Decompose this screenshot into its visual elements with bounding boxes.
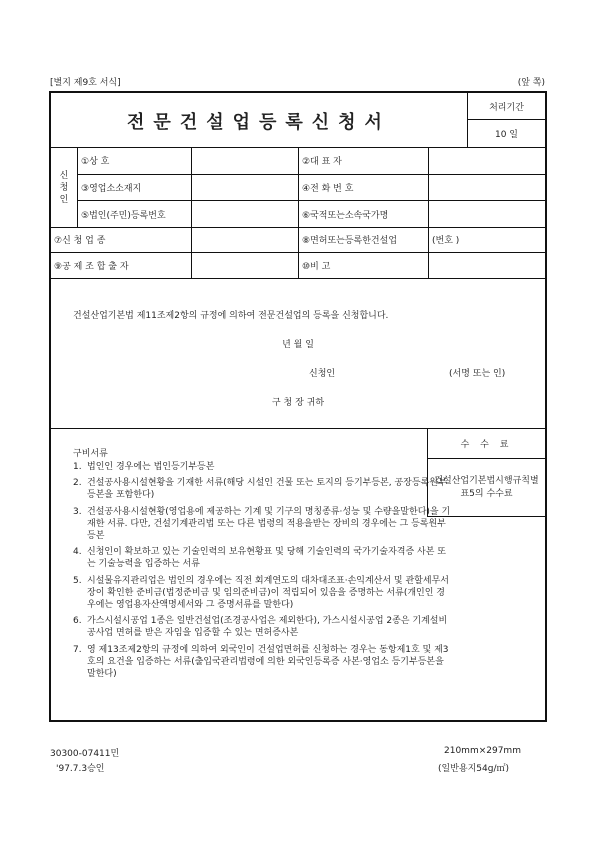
applicant-section <box>51 148 545 228</box>
addressee: 구 청 장 귀하 <box>271 398 325 408</box>
document-item <box>73 461 453 473</box>
form-title: 전문건설업등록신청서 <box>127 111 391 133</box>
document-item-text: 시설물유지관리업은 법인의 경우에는 직전 회계연도의 대차대조표·손익계산서 및 관할세무서장이 확인한 준비금(법정준비금 및 임의준비금)이 적립되어 있음을 증명하는 서류(개인인 경우에는 영업용자산액명세서와 그 증명서류를 말한다) <box>87 575 449 611</box>
field-business-type[interactable] <box>192 228 299 252</box>
row-business-type <box>51 228 545 253</box>
processing-period-value: 10 일 <box>494 130 518 140</box>
document-item <box>73 615 453 639</box>
field-office-address[interactable] <box>192 175 299 201</box>
label-representative: ②대 표 자 <box>299 148 429 174</box>
applicant-label: 신청인 <box>51 148 78 228</box>
application-form <box>49 91 547 722</box>
row-trade-name <box>78 148 545 175</box>
row-mutual-aid <box>51 253 545 280</box>
label-business-type: ⑦신 청 업 종 <box>51 228 192 252</box>
fee-box <box>427 429 545 517</box>
approval-date: '97.7.3승인 <box>56 764 105 774</box>
field-license-number[interactable]: (번호 ) <box>432 236 460 247</box>
document-item-number: 4. <box>73 547 82 558</box>
field-phone[interactable] <box>429 175 545 201</box>
field-mutual-aid[interactable] <box>192 253 299 279</box>
applicant-sign-label: 신청인 <box>309 369 336 379</box>
required-documents-section <box>51 429 545 720</box>
document-item-number: 3. <box>73 506 82 517</box>
label-trade-name: ①상 호 <box>78 148 192 174</box>
field-remarks[interactable] <box>429 253 545 279</box>
label-phone: ④전 화 번 호 <box>299 175 429 201</box>
document-item <box>73 644 453 681</box>
field-nationality[interactable] <box>429 201 545 228</box>
field-registration-number[interactable] <box>192 201 299 228</box>
field-trade-name[interactable] <box>192 148 299 174</box>
document-item-number: 1. <box>73 462 82 472</box>
label-license: ⑧면허또는등록한건설업 <box>299 228 429 252</box>
document-item <box>73 506 453 543</box>
field-representative[interactable] <box>429 148 545 174</box>
document-item-number: 5. <box>73 575 82 586</box>
document-item-text: 법인인 경우에는 법인등기부등본 <box>87 462 215 472</box>
label-nationality: ⑥국적또는소속국가명 <box>299 201 429 228</box>
declaration-date: 년 월 일 <box>282 340 314 350</box>
required-documents-list <box>73 461 453 684</box>
signature-placeholder[interactable]: (서명 또는 인) <box>449 369 506 379</box>
fee-text: 건설산업기본법시행규칙별표5의 수수료 <box>434 475 539 499</box>
label-registration-number: ⑤법인(주민)등록번호 <box>78 201 192 228</box>
document-item-number: 7. <box>73 644 82 655</box>
processing-period-box <box>467 93 545 148</box>
title-row <box>51 93 545 148</box>
document-item-text: 신청인이 확보하고 있는 기술인력의 보유현황표 및 당해 기술인력의 국가기술자격증 사본 또는 기술능력을 입증하는 서류 <box>87 547 446 570</box>
declaration-text: 건설산업기본법 제11조제2항의 규정에 의하여 전문건설업의 등록을 신청합니다. <box>73 311 389 321</box>
form-code: 30300-07411민 <box>50 749 120 759</box>
document-item-text: 건설공사용시설현황을 기재한 서류(해당 시설인 건물 또는 토지의 등기부등본, 공장등록원부등본을 포함한다) <box>87 478 447 501</box>
label-remarks: ⑩비 고 <box>299 253 429 279</box>
required-documents-title: 구비서류 <box>73 449 108 459</box>
paper-weight: (일반용지54g/㎡) <box>438 764 509 774</box>
row-registration-number <box>78 201 545 228</box>
fee-label: 수 수 료 <box>428 429 545 459</box>
document-item-text: 가스시설시공업 1종은 일반건설업(조경공사업은 제외한다), 가스시설시공업 2종은 기계설비공사업 면허를 받은 자임을 입증할 수 있는 면허증사본 <box>87 616 448 639</box>
document-item-text: 영 제13조제2항의 규정에 의하여 외국인이 건설업면허를 신청하는 경우는 동항제1호 및 제3호의 요건을 입증하는 서류(출입국관리법령에 의한 외국인등록증 사본·영업소 등기부등본을 말한다) <box>87 644 449 680</box>
document-item <box>73 575 453 612</box>
form-number: [별지 제9호 서식] <box>50 78 121 88</box>
page-side-label: (앞 쪽) <box>517 78 545 88</box>
label-office-address: ③영업소소재지 <box>78 175 192 201</box>
document-item-number: 6. <box>73 616 82 627</box>
declaration-section <box>51 279 545 429</box>
document-item <box>73 546 453 570</box>
document-item-number: 2. <box>73 478 82 489</box>
paper-size: 210mm×297mm <box>444 746 521 756</box>
row-office-address <box>78 175 545 202</box>
label-mutual-aid: ⑨공 제 조 합 출 자 <box>51 253 192 279</box>
document-item <box>73 477 453 501</box>
processing-period-label: 처리기간 <box>468 93 545 120</box>
document-item-text: 건설공사용시설현황(영업용에 제공하는 기계 및 기구의 명칭종류·성능 및 수량을말한다)을 기재한 서류. 다만, 건설기계관리법 또는 다른 법령의 적용을받는 장비의 경우에는 그 등록원부등본 <box>87 506 451 542</box>
